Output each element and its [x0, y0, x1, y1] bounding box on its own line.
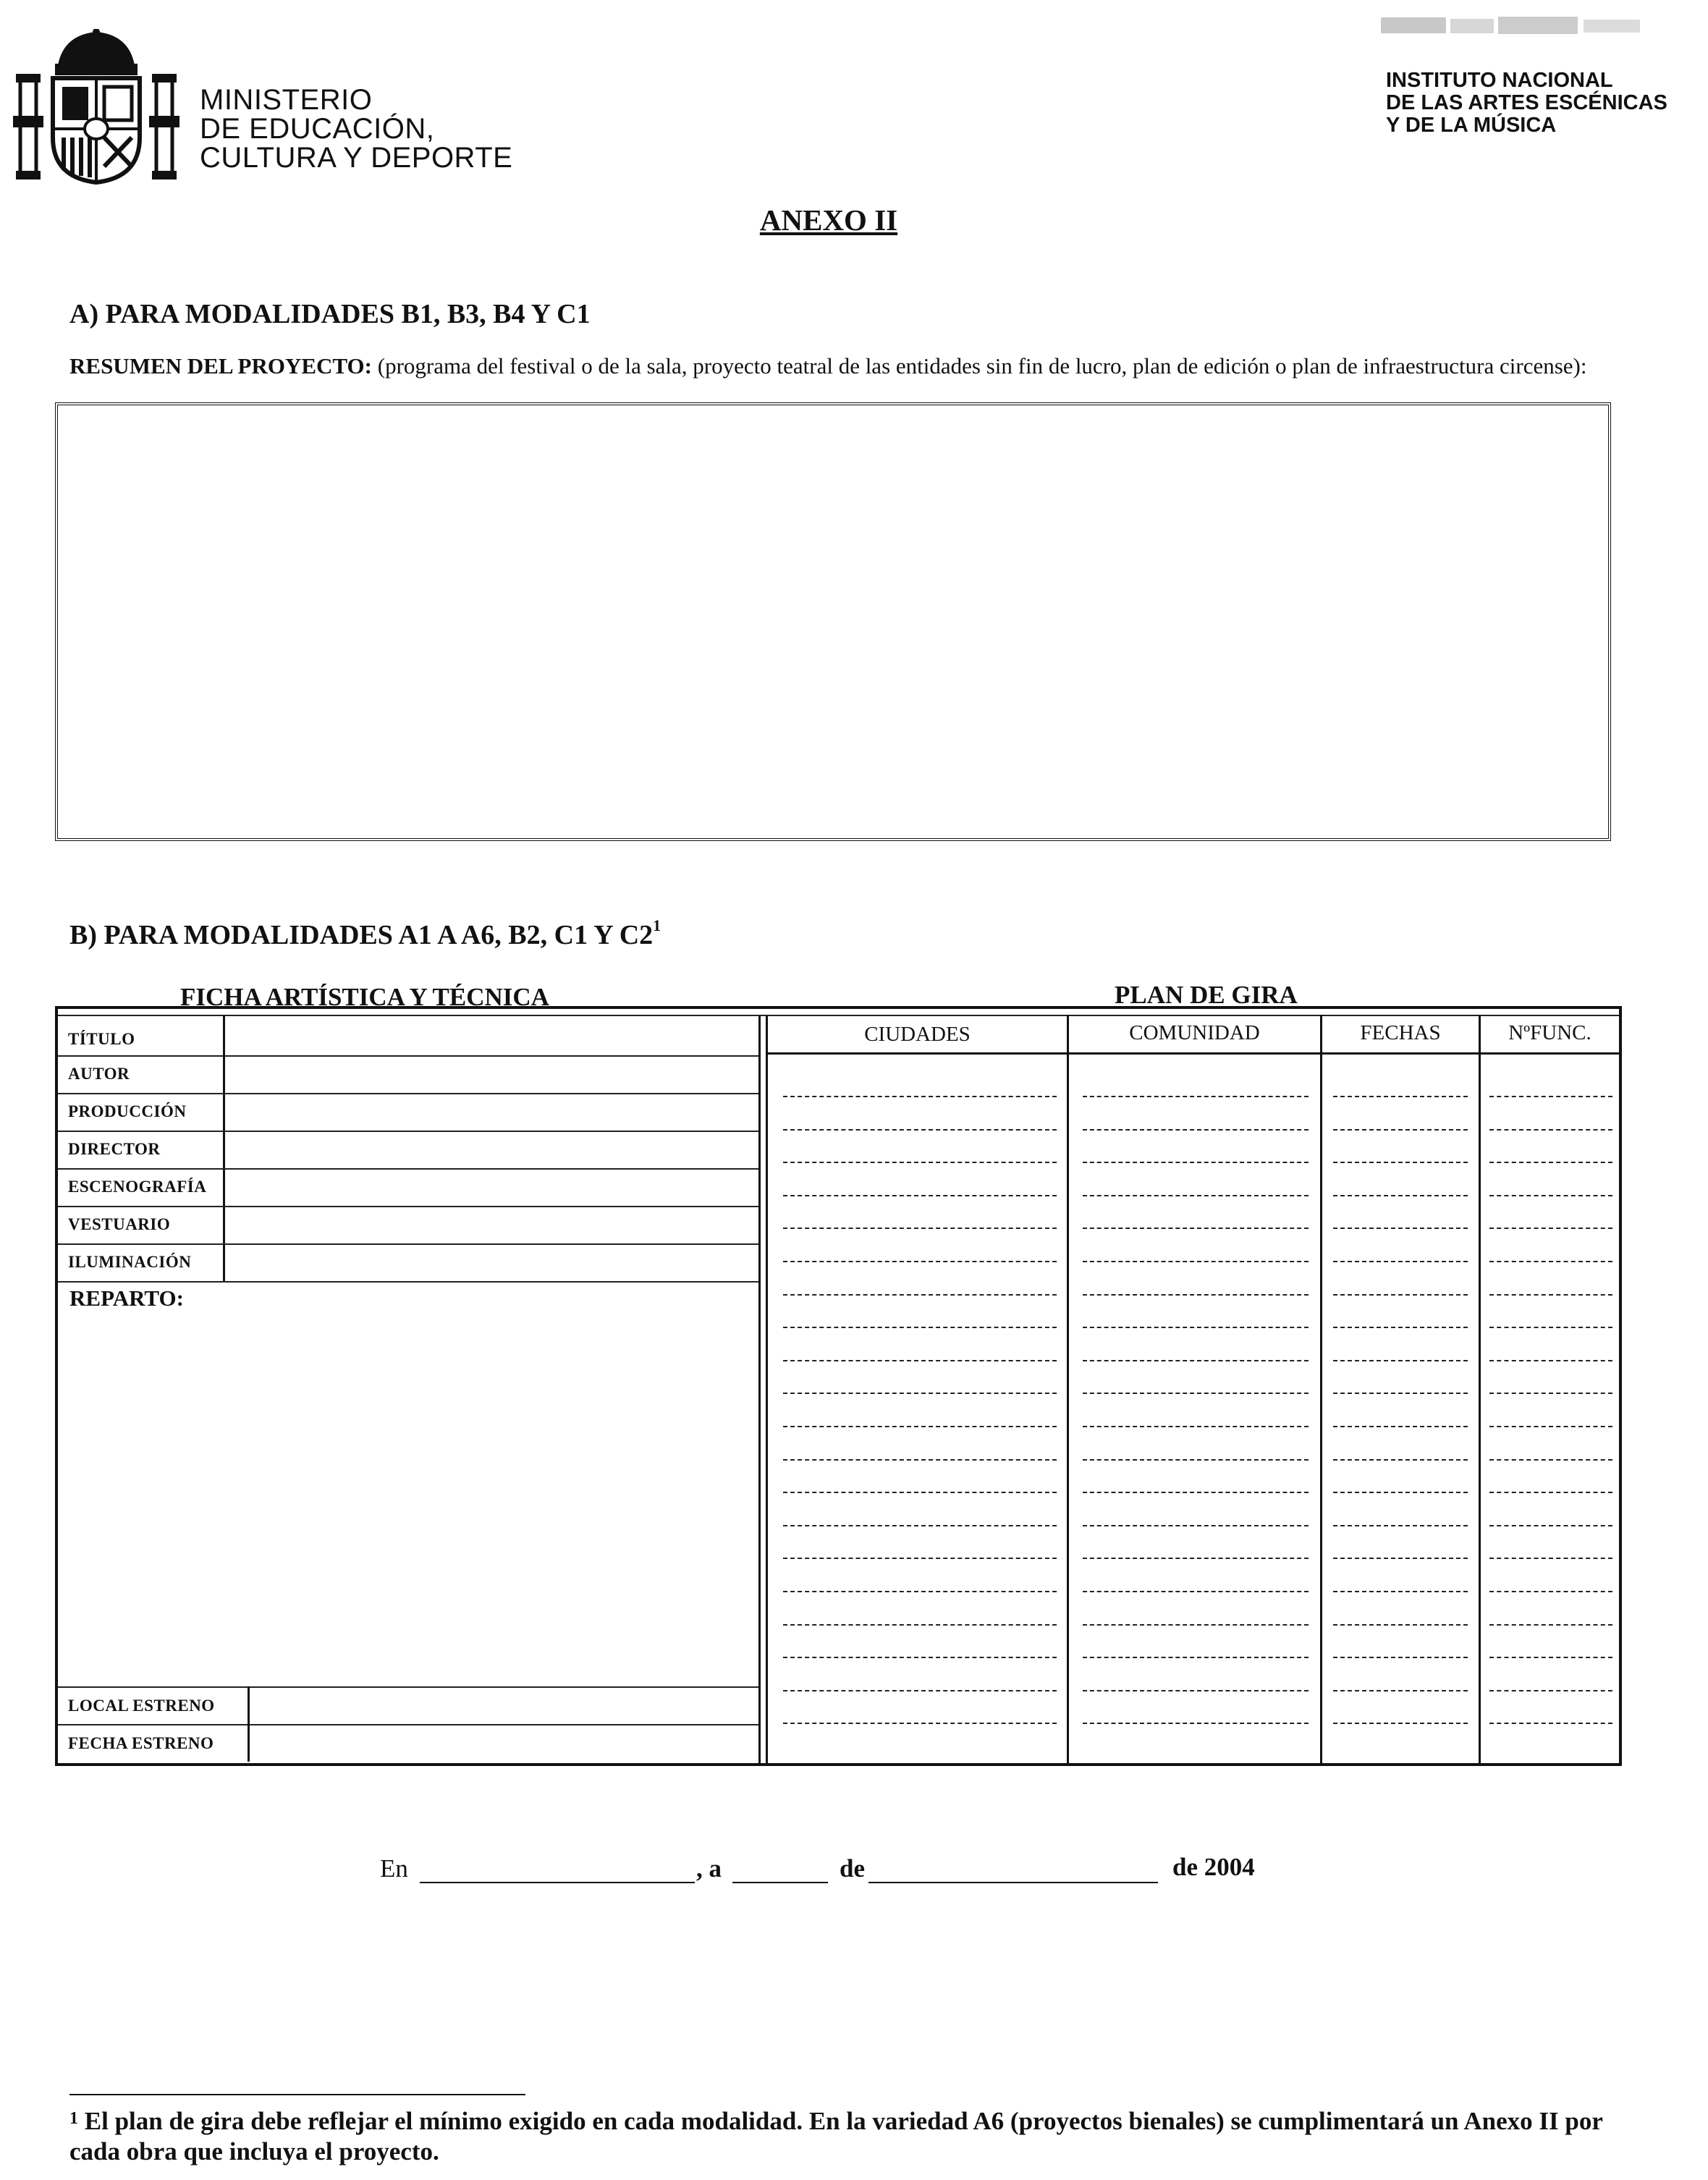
entry-line[interactable] [1489, 1657, 1612, 1658]
header-line [768, 1052, 1619, 1055]
entry-line[interactable] [1083, 1393, 1309, 1394]
column-header-fechas: FECHAS [1360, 1021, 1441, 1044]
field-label-autor: AUTOR [68, 1065, 130, 1083]
entry-line[interactable] [1083, 1558, 1309, 1559]
footnote [69, 2106, 1625, 2167]
summary-text: (programa del festival o de la sala, proyecto teatral de las entidades sin fin de lucro, plan de edición o plan de infraestructura circense): [372, 353, 1587, 379]
entry-line[interactable] [1333, 1228, 1468, 1229]
entry-line[interactable] [1083, 1129, 1309, 1131]
entry-line[interactable] [783, 1492, 1057, 1493]
entry-line[interactable] [1489, 1195, 1612, 1196]
entry-line[interactable] [783, 1261, 1057, 1262]
iluminacion-field[interactable] [226, 1246, 757, 1280]
entry-line[interactable] [1333, 1591, 1468, 1592]
field-label-director: DIRECTOR [68, 1140, 161, 1158]
column-divider [1320, 1015, 1322, 1765]
field-label-titulo: TÍTULO [68, 1030, 135, 1048]
entry-line[interactable] [1489, 1492, 1612, 1493]
entry-line[interactable] [1489, 1525, 1612, 1526]
vestuario-field[interactable] [226, 1208, 757, 1243]
entry-line[interactable] [1083, 1096, 1309, 1097]
entry-line[interactable] [1333, 1657, 1468, 1658]
page-title: ANEXO II [759, 203, 898, 237]
en-label: En [380, 1854, 408, 1883]
ministry-line: DE EDUCACIÓN, [200, 113, 435, 145]
entry-line[interactable] [1489, 1591, 1612, 1592]
summary-textarea[interactable] [55, 402, 1611, 841]
entry-line[interactable] [1083, 1459, 1309, 1461]
row-line [58, 1724, 758, 1725]
institute-name [1386, 69, 1667, 137]
reparto-field[interactable] [59, 1314, 756, 1683]
day-blank[interactable] [732, 1882, 828, 1883]
entry-line[interactable] [1333, 1723, 1468, 1724]
row-line [58, 1093, 758, 1094]
entry-line[interactable] [783, 1096, 1057, 1097]
entry-line[interactable] [1489, 1096, 1612, 1097]
row-line [58, 1686, 758, 1688]
de-label: de [840, 1854, 865, 1883]
entry-line[interactable] [1489, 1426, 1612, 1427]
local-estreno-field[interactable] [250, 1689, 756, 1723]
entry-line[interactable] [1489, 1558, 1612, 1559]
field-label-local-estreno: LOCAL ESTRENO [68, 1697, 215, 1715]
entry-line[interactable] [783, 1426, 1057, 1427]
field-label-escenografia: ESCENOGRAFÍA [68, 1178, 207, 1196]
entry-line[interactable] [783, 1393, 1057, 1394]
escenografia-field[interactable] [226, 1170, 757, 1205]
entry-line[interactable] [1333, 1624, 1468, 1626]
entry-line[interactable] [1489, 1228, 1612, 1229]
divider-line [766, 1015, 768, 1765]
entry-line[interactable] [1489, 1294, 1612, 1296]
gira-title: PLAN DE GIRA [1115, 981, 1298, 1009]
entry-line[interactable] [783, 1228, 1057, 1229]
titulo-field[interactable] [226, 1016, 757, 1054]
field-label-fecha-estreno: FECHA ESTRENO [68, 1734, 214, 1752]
entry-line[interactable] [783, 1558, 1057, 1559]
footnote-text: El plan de gira debe reflejar el mínimo exigido en cada modalidad. En la variedad A6 (proyectos bienales) se cumplimentará un Anexo II por cada obra que incluya el proyecto. [69, 2107, 1603, 2166]
row-line [58, 1168, 758, 1170]
entry-line[interactable] [1333, 1492, 1468, 1493]
column-header-comunidad: COMUNIDAD [1129, 1021, 1260, 1044]
institute-line: INSTITUTO NACIONAL [1386, 69, 1613, 92]
entry-line[interactable] [1083, 1624, 1309, 1626]
entry-line[interactable] [1333, 1195, 1468, 1196]
entry-line[interactable] [1333, 1096, 1468, 1097]
entry-line[interactable] [1083, 1525, 1309, 1526]
entry-line[interactable] [1083, 1723, 1309, 1724]
director-field[interactable] [226, 1133, 757, 1167]
ministry-name [200, 85, 512, 172]
row-line [58, 1206, 758, 1207]
field-label-vestuario: VESTUARIO [68, 1215, 171, 1233]
column-divider [1479, 1015, 1481, 1765]
entry-line[interactable] [783, 1657, 1057, 1658]
entry-line[interactable] [1083, 1360, 1309, 1361]
year-label: de 2004 [1172, 1853, 1255, 1881]
entry-line[interactable] [1083, 1162, 1309, 1163]
footnote-number: 1 [69, 2109, 78, 2128]
entry-line[interactable] [1489, 1690, 1612, 1691]
row-line [58, 1055, 758, 1057]
coat-of-arms-icon [13, 29, 179, 185]
section-b-heading [69, 916, 661, 951]
entry-line[interactable] [783, 1129, 1057, 1131]
institute-line: DE LAS ARTES ESCÉNICAS [1386, 91, 1667, 114]
entry-line[interactable] [1489, 1360, 1612, 1361]
entry-line[interactable] [1333, 1261, 1468, 1262]
entry-line[interactable] [1489, 1129, 1612, 1131]
entry-line[interactable] [1333, 1459, 1468, 1461]
month-blank[interactable] [868, 1882, 1158, 1883]
entry-line[interactable] [1333, 1294, 1468, 1296]
reparto-label: REPARTO: [69, 1285, 184, 1311]
entry-line[interactable] [1083, 1426, 1309, 1427]
entry-line[interactable] [1083, 1261, 1309, 1262]
entry-line[interactable] [1333, 1690, 1468, 1691]
entry-line[interactable] [1333, 1426, 1468, 1427]
entry-line[interactable] [1083, 1195, 1309, 1196]
entry-line[interactable] [1333, 1162, 1468, 1163]
entry-line[interactable] [783, 1360, 1057, 1361]
column-header-ciudades: CIUDADES [864, 1023, 971, 1046]
entry-line[interactable] [1489, 1723, 1612, 1724]
field-label-produccion: PRODUCCIÓN [68, 1102, 187, 1120]
ficha-title: FICHA ARTÍSTICA Y TÉCNICA [180, 983, 549, 1011]
entry-line[interactable] [1083, 1294, 1309, 1296]
summary-label: RESUMEN DEL PROYECTO: [69, 353, 372, 379]
column-header-nfunc: NºFUNC. [1508, 1021, 1591, 1044]
entry-line[interactable] [783, 1525, 1057, 1526]
entry-line[interactable] [1489, 1261, 1612, 1262]
entry-line[interactable] [1083, 1492, 1309, 1493]
ministry-line: CULTURA Y DEPORTE [200, 142, 513, 174]
footnote-mark: 1 [653, 916, 661, 934]
institute-line: Y DE LA MÚSICA [1386, 114, 1557, 137]
produccion-field[interactable] [226, 1095, 757, 1130]
column-divider [1067, 1015, 1069, 1765]
field-divider [248, 1686, 250, 1762]
entry-line[interactable] [783, 1591, 1057, 1592]
entry-line[interactable] [783, 1459, 1057, 1461]
footnote-rule [69, 2094, 525, 2095]
field-label-iluminacion: ILUMINACIÓN [68, 1253, 192, 1271]
row-line [58, 1131, 758, 1132]
entry-line[interactable] [1333, 1327, 1468, 1328]
entry-line[interactable] [1333, 1129, 1468, 1131]
entry-line[interactable] [1333, 1525, 1468, 1526]
autor-field[interactable] [226, 1057, 757, 1092]
entry-line[interactable] [1083, 1327, 1309, 1328]
entry-line[interactable] [783, 1624, 1057, 1626]
entry-line[interactable] [1083, 1591, 1309, 1592]
entry-line[interactable] [1489, 1459, 1612, 1461]
entry-line[interactable] [783, 1690, 1057, 1691]
fecha-estreno-field[interactable] [250, 1726, 756, 1760]
entry-line[interactable] [1083, 1228, 1309, 1229]
entry-line[interactable] [783, 1723, 1057, 1724]
entry-line[interactable] [1489, 1393, 1612, 1394]
entry-line[interactable] [1489, 1624, 1612, 1626]
row-line [58, 1243, 758, 1245]
entry-line[interactable] [783, 1327, 1057, 1328]
entry-line[interactable] [1083, 1690, 1309, 1691]
summary-instructions [69, 353, 1597, 379]
section-a-heading: A) PARA MODALIDADES B1, B3, B4 Y C1 [69, 299, 591, 329]
entry-line[interactable] [1333, 1360, 1468, 1361]
entry-line[interactable] [783, 1195, 1057, 1196]
city-blank[interactable] [420, 1882, 695, 1883]
divider-line [758, 1015, 761, 1765]
ministry-line: MINISTERIO [200, 84, 373, 116]
entry-line[interactable] [1333, 1558, 1468, 1559]
entry-line[interactable] [1489, 1162, 1612, 1163]
entry-line[interactable] [1489, 1327, 1612, 1328]
section-b-heading-text: B) PARA MODALIDADES A1 A A6, B2, C1 Y C2 [69, 920, 654, 950]
registry-stamp [1381, 14, 1641, 38]
a-label: , a [696, 1854, 722, 1883]
entry-line[interactable] [1333, 1393, 1468, 1394]
entry-line[interactable] [783, 1162, 1057, 1163]
entry-line[interactable] [1083, 1657, 1309, 1658]
entry-line[interactable] [783, 1294, 1057, 1296]
row-line [58, 1281, 758, 1283]
